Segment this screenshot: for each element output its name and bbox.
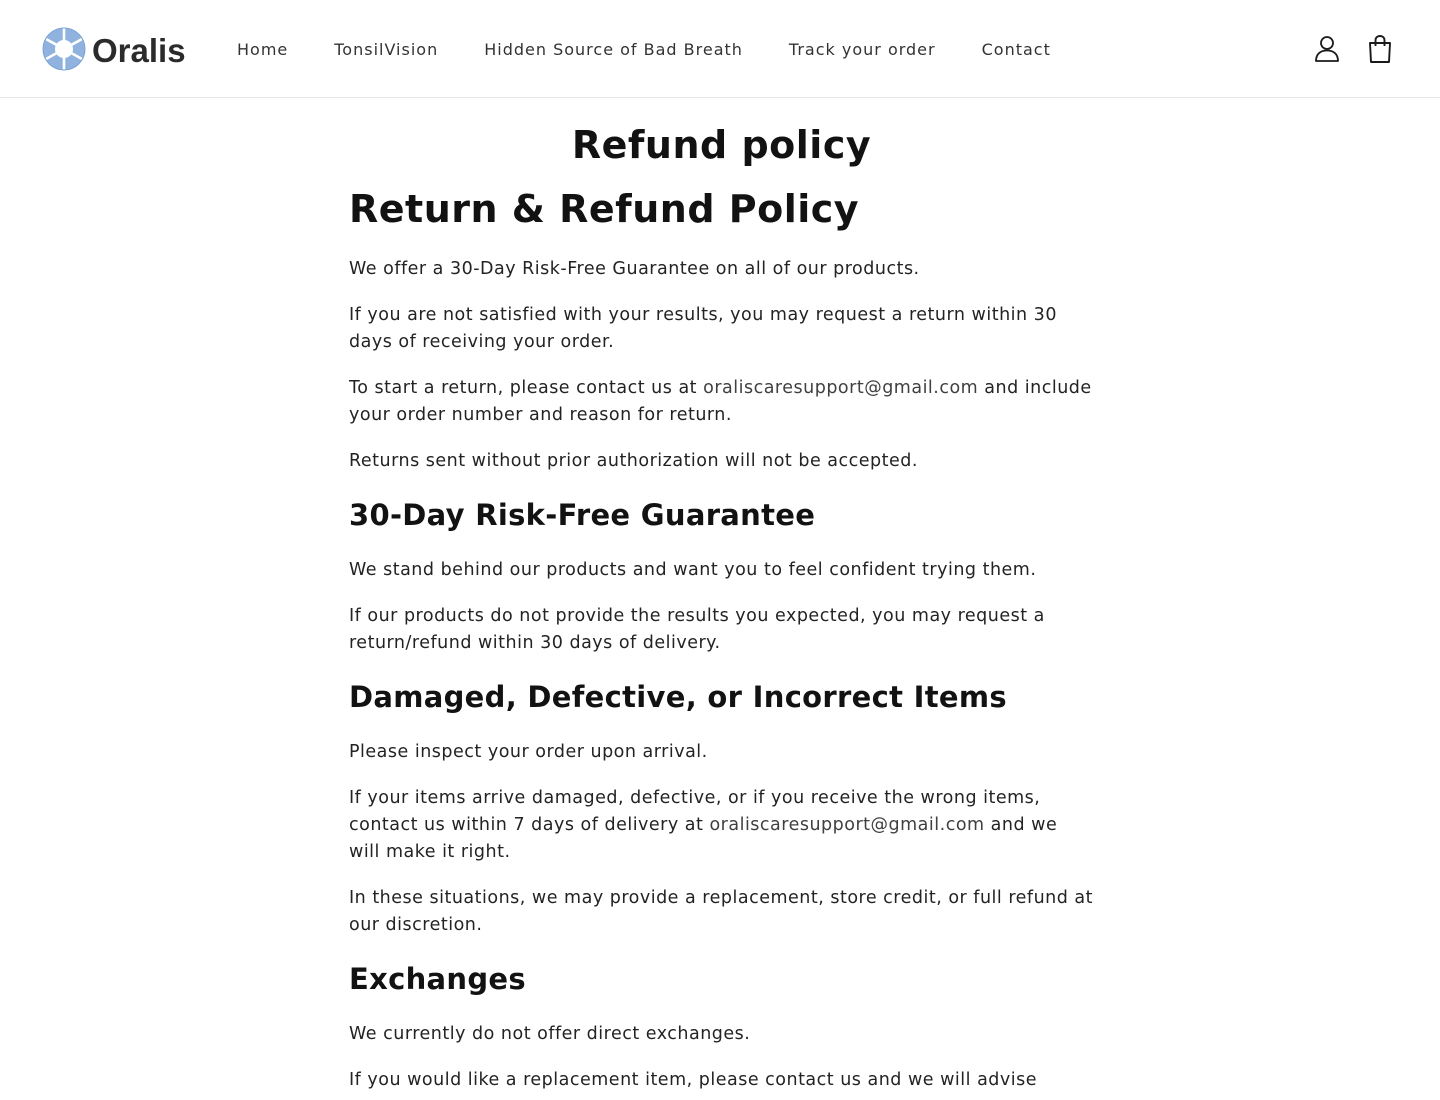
policy-content	[349, 98, 1094, 1094]
intro-paragraph-3	[349, 375, 1094, 429]
support-email-link-2[interactable]: oraliscaresupport@gmail.com	[709, 815, 985, 835]
exchanges-paragraph-2: If you would like a replacement item, please contact us and we will advise	[349, 1070, 1038, 1090]
header-actions	[1288, 34, 1394, 64]
brand-name: Oralis	[92, 32, 186, 69]
intro-paragraph-2: If you are not satisfied with your results, you may request a return within 30 days of receiving your order.	[349, 305, 1057, 352]
damaged-p2-text-before: If your items arrive damaged, defective, or if you receive the wrong items, contact us within 7 days of delivery at	[349, 788, 1041, 835]
exchanges-paragraph-1: We currently do not offer direct exchanges.	[349, 1024, 751, 1044]
brand-logo[interactable]	[42, 27, 186, 75]
guarantee-heading: 30-Day Risk-Free Guarantee	[349, 498, 816, 532]
intro-p3-text-before: To start a return, please contact us at	[349, 378, 704, 398]
page-title: Refund policy	[571, 123, 872, 167]
damaged-p2-text-after: and we will make it right.	[349, 815, 1058, 862]
damaged-paragraph-3: In these situations, we may provide a replacement, store credit, or full refund at our discretion.	[349, 888, 1094, 935]
shopping-bag-icon[interactable]	[1366, 34, 1394, 64]
nav-link-contact[interactable]: Contact	[981, 39, 1051, 59]
main-nav	[237, 38, 1097, 60]
policy-heading: Return & Refund Policy	[349, 187, 860, 231]
nav-link-tonsilvision[interactable]: TonsilVision	[334, 39, 439, 59]
guarantee-paragraph-1: We stand behind our products and want you to feel confident trying them.	[349, 560, 1037, 580]
support-email-link[interactable]: oraliscaresupport@gmail.com	[703, 378, 979, 398]
nav-link-track-order[interactable]: Track your order	[788, 39, 936, 59]
site-header	[0, 0, 1440, 98]
user-icon[interactable]	[1313, 34, 1341, 64]
damaged-paragraph-2	[349, 785, 1094, 866]
intro-paragraph-4: Returns sent without prior authorization will not be accepted.	[349, 451, 918, 471]
intro-paragraph-1: We offer a 30-Day Risk-Free Guarantee on all of our products.	[349, 259, 920, 279]
damaged-paragraph-1: Please inspect your order upon arrival.	[349, 742, 708, 762]
guarantee-paragraph-2: If our products do not provide the results you expected, you may request a return/refund within 30 days of delivery.	[349, 606, 1045, 653]
damaged-heading: Damaged, Defective, or Incorrect Items	[349, 680, 1007, 714]
nav-link-hidden-source[interactable]: Hidden Source of Bad Breath	[484, 39, 743, 59]
nav-link-home[interactable]: Home	[237, 39, 289, 59]
aperture-icon	[42, 27, 86, 75]
exchanges-heading: Exchanges	[349, 962, 526, 996]
intro-p3-text-after: and include your order number and reason for return.	[349, 378, 1092, 425]
